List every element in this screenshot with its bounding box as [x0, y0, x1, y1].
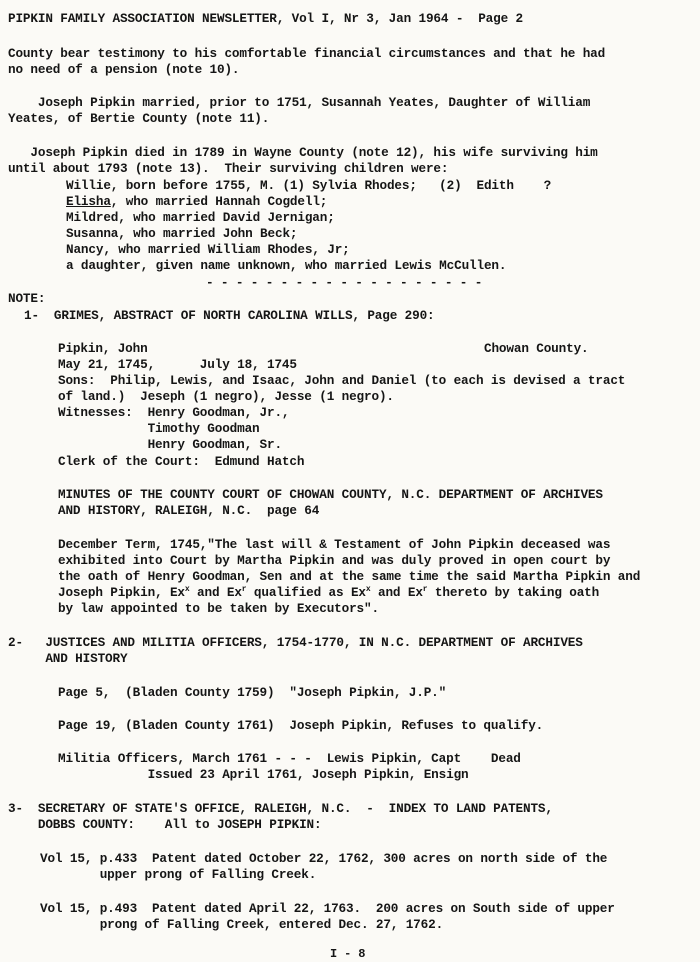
note2-heading-line1: 2- JUSTICES AND MILITIA OFFICERS, 1754-1770, IN N.C. DEPARTMENT OF ARCHIVES — [8, 635, 583, 650]
note2-page5: Page 5, (Bladen County 1759) "Joseph Pipkin, J.P." — [58, 685, 447, 700]
will-witnesses-line2: Timothy Goodman — [58, 421, 260, 436]
will-witnesses-line1: Witnesses: Henry Goodman, Jr., — [58, 405, 290, 420]
child-nancy: Nancy, who married William Rhodes, Jr; — [66, 242, 350, 257]
superscript-r-2: r — [422, 585, 428, 594]
note3-heading-line1: 3- SECRETARY OF STATE'S OFFICE, RALEIGH, N.C. - INDEX TO LAND PATENTS, — [8, 801, 553, 816]
child-elisha — [66, 194, 327, 210]
child-mildred: Mildred, who married David Jernigan; — [66, 210, 335, 225]
superscript-x-2: x — [365, 585, 371, 594]
note1-heading: 1- GRIMES, ABSTRACT OF NORTH CAROLINA WILLS, Page 290: — [24, 308, 435, 323]
note2-page19: Page 19, (Bladen County 1761) Joseph Pipkin, Refuses to qualify. — [58, 718, 544, 733]
child-daughter: a daughter, given name unknown, who married Lewis McCullen. — [66, 258, 507, 273]
term-line4-b: and Ex — [189, 585, 242, 600]
term-line4-d: and Ex — [370, 585, 423, 600]
para3-line2: until about 1793 (note 13). Their surviving children were: — [8, 161, 449, 176]
page-header: PIPKIN FAMILY ASSOCIATION NEWSLETTER, Vol I, Nr 3, Jan 1964 - Page 2 — [8, 11, 523, 26]
term-line5: by law appointed to be taken by Executors". — [58, 601, 379, 616]
child-willie: Willie, born before 1755, M. (1) Sylvia Rhodes; (2) Edith ? — [66, 178, 552, 193]
section-divider: - - - - - - - - - - - - - - - - - - - — [206, 275, 483, 290]
child-susanna: Susanna, who married John Beck; — [66, 226, 298, 241]
will-sons-line2: of land.) Jeseph (1 negro), Jesse (1 negro). — [58, 389, 394, 404]
term-line3: the oath of Henry Goodman, Sen and at the same time the said Martha Pipkin and — [58, 569, 641, 584]
patent1-line1: Vol 15, p.433 Patent dated October 22, 1762, 300 acres on north side of the — [40, 851, 608, 866]
will-clerk: Clerk of the Court: Edmund Hatch — [58, 454, 305, 469]
term-line4-c: qualified as Ex — [246, 585, 366, 600]
will-sons-line1: Sons: Philip, Lewis, and Isaac, John and Daniel (to each is devised a tract — [58, 373, 626, 388]
patent2-line1: Vol 15, p.493 Patent dated April 22, 1763. 200 acres on South side of upper — [40, 901, 615, 916]
term-line1: December Term, 1745,"The last will & Testament of John Pipkin deceased was — [58, 537, 611, 552]
note2-heading-line2: AND HISTORY — [8, 651, 128, 666]
term-line4 — [58, 585, 599, 601]
para1-line2: no need of a pension (note 10). — [8, 62, 240, 77]
will-county: Chowan County. — [484, 341, 589, 356]
militia-line1: Militia Officers, March 1761 - - - Lewis Pipkin, Capt Dead — [58, 751, 521, 766]
child-elisha-rest: , who married Hannah Cogdell; — [110, 194, 328, 209]
patent2-line2: prong of Falling Creek, entered Dec. 27, 1762. — [40, 917, 444, 932]
minutes-line1: MINUTES OF THE COUNTY COURT OF CHOWAN COUNTY, N.C. DEPARTMENT OF ARCHIVES — [58, 487, 603, 502]
notes-label: NOTE: — [8, 291, 46, 306]
para2-line1: Joseph Pipkin married, prior to 1751, Susannah Yeates, Daughter of William — [8, 95, 591, 110]
militia-line2: Issued 23 April 1761, Joseph Pipkin, Ensign — [58, 767, 469, 782]
will-dates: May 21, 1745, July 18, 1745 — [58, 357, 297, 372]
term-line2: exhibited into Court by Martha Pipkin and was duly proved in open court by — [58, 553, 611, 568]
minutes-line2: AND HISTORY, RALEIGH, N.C. page 64 — [58, 503, 320, 518]
superscript-r: r — [241, 585, 247, 594]
superscript-x: x — [184, 585, 190, 594]
child-elisha-name: Elisha — [66, 194, 111, 209]
patent1-line2: upper prong of Falling Creek. — [40, 867, 317, 882]
note3-heading-line2: DOBBS COUNTY: All to JOSEPH PIPKIN: — [8, 817, 322, 832]
will-witnesses-line3: Henry Goodman, Sr. — [58, 437, 282, 452]
term-line4-e: thereto by taking oath — [427, 585, 600, 600]
para2-line2: Yeates, of Bertie County (note 11). — [8, 111, 270, 126]
para3-line1: Joseph Pipkin died in 1789 in Wayne County (note 12), his wife surviving him — [8, 145, 598, 160]
will-name: Pipkin, John — [58, 341, 148, 356]
para1-line1: County bear testimony to his comfortable financial circumstances and that he had — [8, 46, 606, 61]
page-number: I - 8 — [330, 947, 366, 961]
term-line4-a: Joseph Pipkin, Ex — [58, 585, 185, 600]
